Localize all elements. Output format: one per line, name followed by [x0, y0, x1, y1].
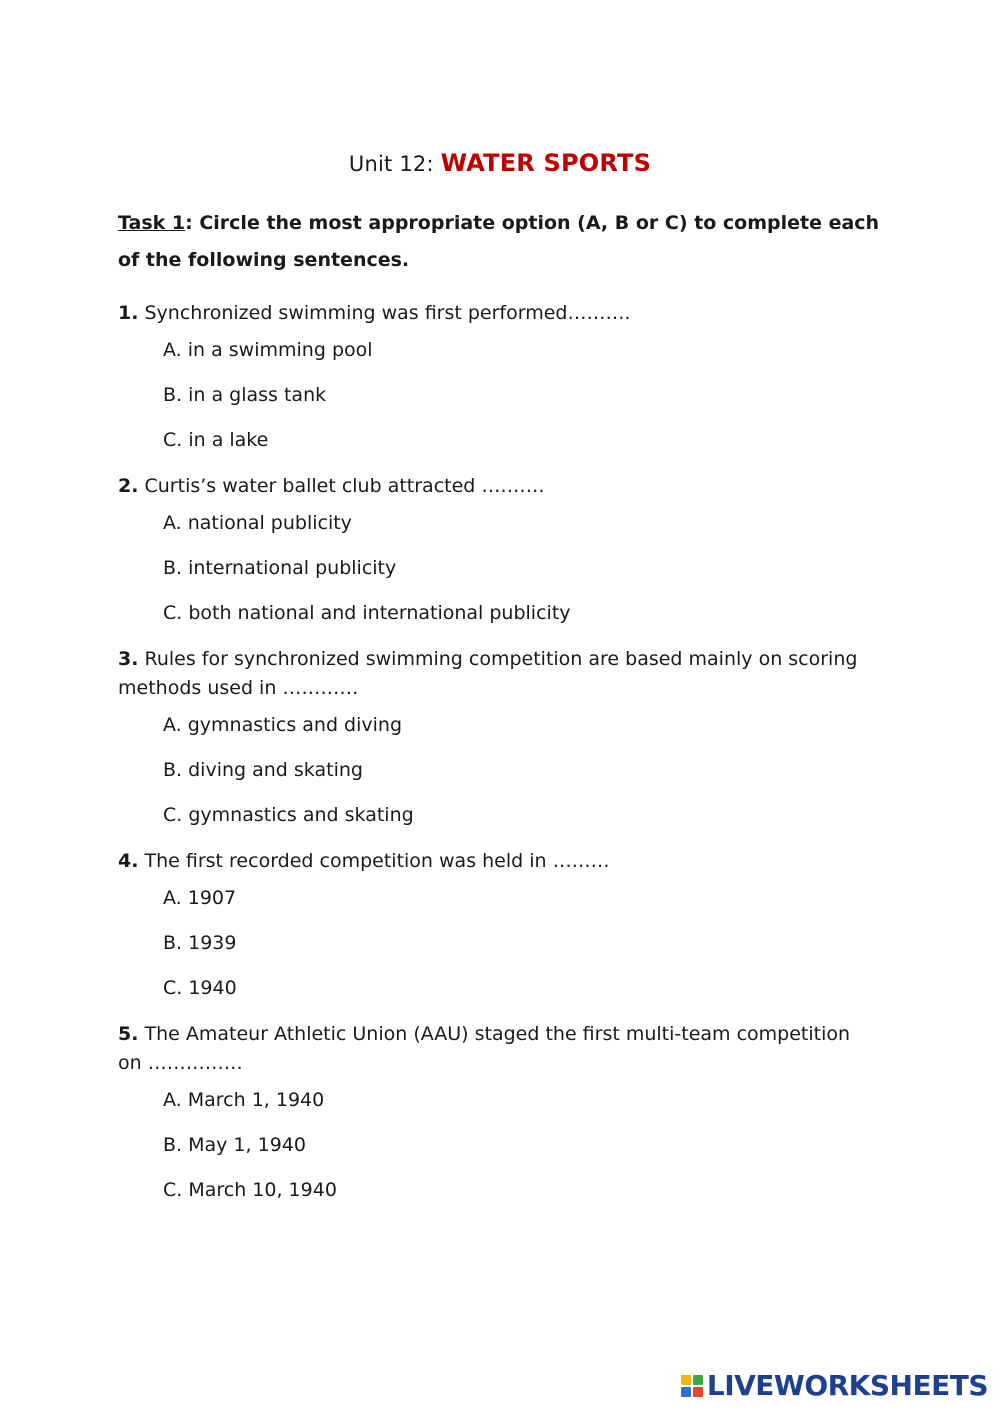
- question-4: [118, 846, 858, 1019]
- question-number: 4.: [118, 850, 139, 872]
- liveworksheets-logo: [681, 1369, 988, 1402]
- option-b[interactable]: B. international publicity: [163, 557, 397, 579]
- option-c[interactable]: C. both national and international publicity: [163, 602, 571, 624]
- task-instruction-text: : Circle the most appropriate option (A, B or C) to complete each of the following sentences.: [118, 212, 880, 271]
- unit-label: Unit 12:: [348, 152, 434, 176]
- option-a[interactable]: A. 1907: [163, 887, 237, 909]
- option-a[interactable]: A. national publicity: [163, 512, 352, 534]
- question-number: 2.: [118, 475, 139, 497]
- task-instruction: [118, 205, 888, 279]
- question-5: [118, 1019, 858, 1221]
- question-prompt: Synchronized swimming was first performed……….: [138, 302, 631, 324]
- option-c[interactable]: C. 1940: [163, 977, 237, 999]
- question-prompt: Rules for synchronized swimming competition are based mainly on scoring methods used in …………: [118, 648, 858, 699]
- option-c[interactable]: C. gymnastics and skating: [163, 804, 414, 826]
- option-b[interactable]: B. 1939: [163, 932, 237, 954]
- question-text: [118, 298, 858, 336]
- task-label: Task 1: [118, 212, 186, 234]
- logo-block: [693, 1375, 703, 1385]
- question-prompt: The first recorded competition was held in ………: [138, 850, 610, 872]
- option-b[interactable]: B. May 1, 1940: [163, 1134, 306, 1156]
- option-a[interactable]: A. March 1, 1940: [163, 1089, 325, 1111]
- question-1: [118, 298, 858, 471]
- question-list: [118, 298, 858, 1221]
- question-prompt: Curtis’s water ballet club attracted ……….: [138, 475, 545, 497]
- question-3: [118, 644, 858, 846]
- logo-text: LIVEWORKSHEETS: [706, 1369, 988, 1402]
- question-number: 5.: [118, 1023, 139, 1045]
- question-prompt: The Amateur Athletic Union (AAU) staged the first multi-team competition on ……………: [118, 1023, 851, 1074]
- logo-block: [681, 1387, 691, 1397]
- question-text: [118, 846, 858, 884]
- question-text: [118, 644, 858, 711]
- page-title: [0, 146, 1000, 181]
- option-c[interactable]: C. in a lake: [163, 429, 269, 451]
- option-a[interactable]: A. in a swimming pool: [163, 339, 373, 361]
- option-c[interactable]: C. March 10, 1940: [163, 1179, 337, 1201]
- question-number: 1.: [118, 302, 139, 324]
- option-a[interactable]: A. gymnastics and diving: [163, 714, 403, 736]
- logo-block: [693, 1387, 703, 1397]
- question-2: [118, 471, 858, 644]
- question-text: [118, 1019, 858, 1086]
- logo-block: [681, 1375, 691, 1385]
- question-number: 3.: [118, 648, 139, 670]
- unit-topic: WATER SPORTS: [440, 149, 652, 177]
- logo-blocks-icon: [681, 1375, 703, 1397]
- option-b[interactable]: B. in a glass tank: [163, 384, 327, 406]
- question-text: [118, 471, 858, 509]
- option-b[interactable]: B. diving and skating: [163, 759, 363, 781]
